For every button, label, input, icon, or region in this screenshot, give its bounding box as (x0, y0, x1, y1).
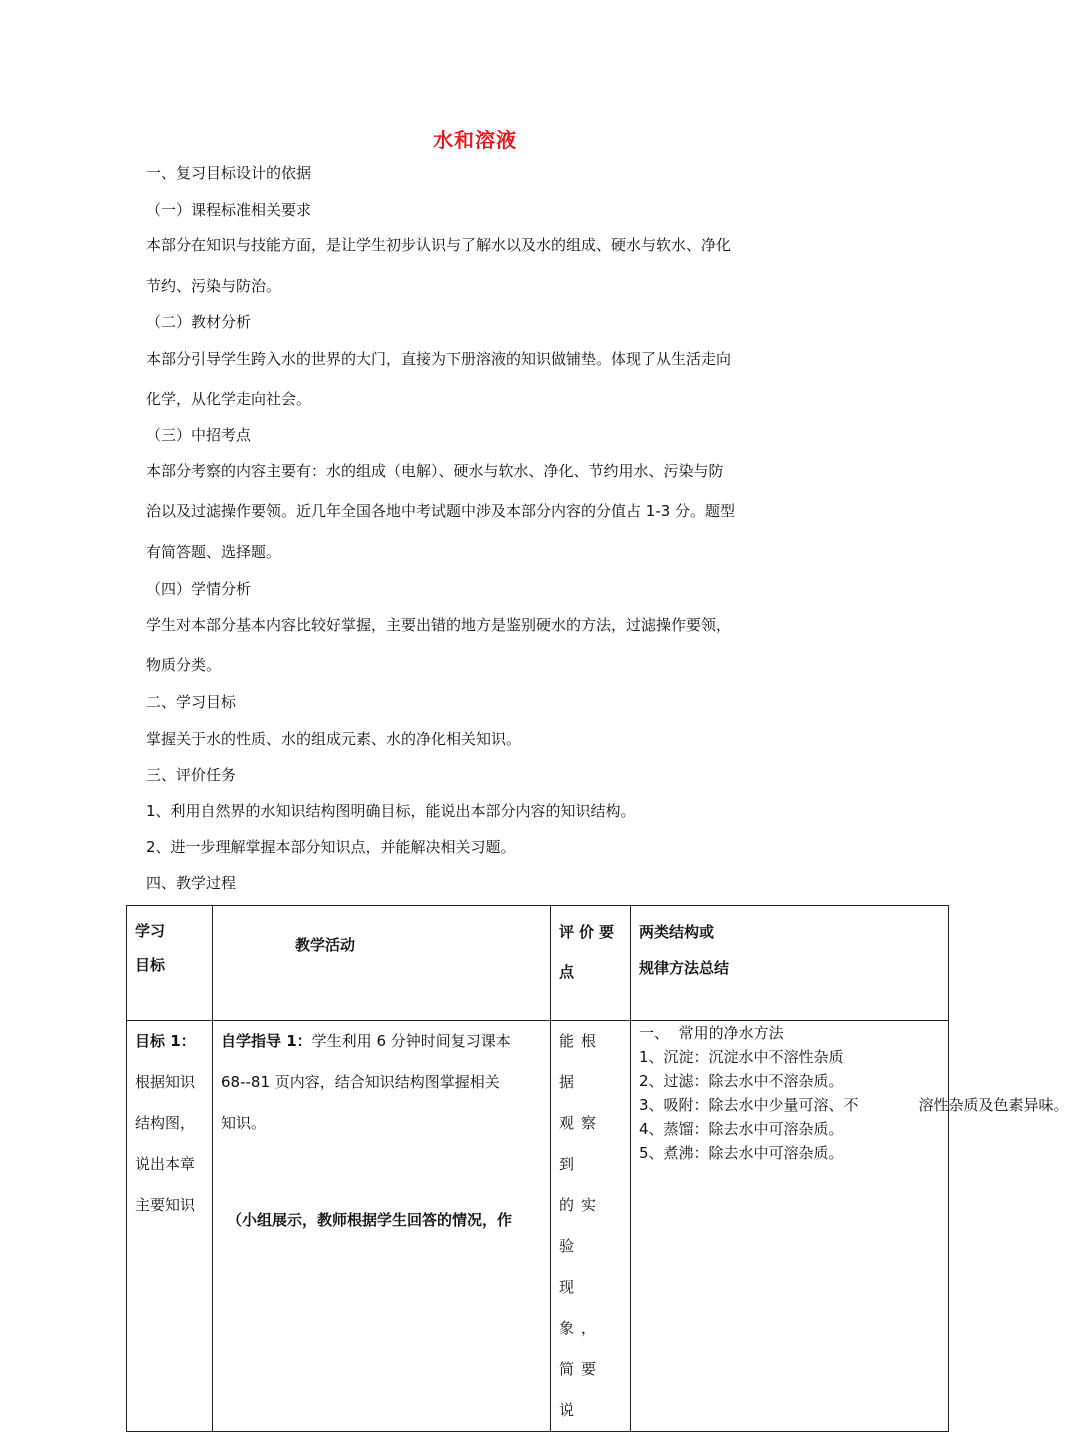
activity-cell (213, 1021, 551, 1432)
cell-text: 的实验 (559, 1196, 604, 1255)
section-heading: 一、复习目标设计的依据 (146, 164, 312, 182)
header-text: 教学活动 (295, 936, 356, 954)
paragraph-line: 本部分在知识与技能方面，是让学生初步认识与了解水以及水的组成、硬水与软水、净化 (146, 236, 732, 254)
header-cell-activity (213, 906, 551, 1021)
header-text: 两类结构或 (639, 923, 715, 941)
cell-text: 结构图， (135, 1114, 196, 1132)
subsection-heading: （四）学情分析 (146, 580, 252, 598)
cell-text: 主要知识 (135, 1196, 196, 1214)
cell-text: 目标 1： (135, 1032, 196, 1050)
evaluation-cell (551, 1021, 631, 1432)
table-header-row (127, 906, 949, 1021)
list-item: 1、沉淀：沉淀水中不溶性杂质 (639, 1048, 844, 1066)
header-text: 规律方法总结 (639, 959, 730, 977)
cell-text: 一、 (639, 1024, 670, 1042)
paragraph-line: 化学，从化学走向社会。 (146, 390, 312, 408)
cell-bold-text: 自学指导 1： (221, 1032, 312, 1050)
goal-cell (127, 1021, 213, 1432)
paragraph-line: 治以及过滤操作要领。近几年全国各地中考试题中涉及本部分内容的分值占 1-3 分。题型 (146, 502, 736, 520)
header-text: 评价要 (559, 923, 620, 941)
paragraph-line: 有简答题、选择题。 (146, 543, 282, 561)
list-item: 3、吸附：除去水中少量可溶、不 (639, 1096, 859, 1114)
cell-text: 学生利用 6 分钟时间复习课本 (311, 1032, 511, 1050)
table-row (127, 1021, 949, 1432)
cell-text: 根据知识 (135, 1073, 196, 1091)
cell-text: 现象， (559, 1278, 604, 1337)
header-text: 点 (559, 963, 580, 981)
list-item: 4、蒸馏：除去水中可溶杂质。 (639, 1120, 844, 1138)
header-cell-evaluation (551, 906, 631, 1021)
teaching-process-table (126, 905, 1069, 1432)
subsection-heading: （二）教材分析 (146, 313, 252, 331)
section-heading: 二、学习目标 (146, 693, 237, 711)
cell-bold-text: （小组展示，教师根据学生回答的情况，作 (227, 1211, 513, 1229)
cell-text: 简要说 (559, 1360, 604, 1419)
list-item: 2、过滤：除去水中不溶杂质。 (639, 1072, 844, 1090)
paragraph-line: 本部分考察的内容主要有：水的组成（电解）、硬水与软水、净化、节约用水、污染与防 (146, 462, 724, 480)
cell-text: 观察到 (559, 1114, 604, 1173)
paragraph-line: 本部分引导学生跨入水的世界的大门，直接为下册溶液的知识做铺垫。体现了从生活走向 (146, 350, 732, 368)
paragraph-line: 1、利用自然界的水知识结构图明确目标，能说出本部分内容的知识结构。 (146, 802, 636, 820)
subsection-heading: （一）课程标准相关要求 (146, 201, 312, 219)
header-cell-summary (631, 906, 949, 1021)
section-heading: 四、教学过程 (146, 874, 237, 892)
summary-cell (631, 1021, 1069, 1432)
header-text: 目标 (135, 956, 166, 974)
list-item: 5、煮沸：除去水中可溶杂质。 (639, 1144, 844, 1162)
cell-text: 知识。 (221, 1114, 267, 1132)
cell-text: 说出本章 (135, 1155, 196, 1173)
paragraph-line: 节约、污染与防治。 (146, 277, 282, 295)
cell-text: 能根据 (559, 1032, 604, 1091)
header-text: 学习 (135, 922, 166, 940)
paragraph-line: 物质分类。 (146, 656, 222, 674)
paragraph-line: 2、进一步理解掌握本部分知识点，并能解决相关习题。 (146, 838, 516, 856)
list-item: 溶性杂质及色素异味。 (918, 1096, 1069, 1114)
paragraph-line: 学生对本部分基本内容比较好掌握，主要出错的地方是鉴别硬水的方法，过滤操作要领， (146, 616, 732, 634)
subsection-heading: （三）中招考点 (146, 426, 252, 444)
paragraph-line: 掌握关于水的性质、水的组成元素、水的净化相关知识。 (146, 730, 522, 748)
cell-text: 常用的净水方法 (678, 1024, 784, 1042)
header-cell-goal (127, 906, 213, 1021)
cell-text: 68--81 页内容，结合知识结构图掌握相关 (221, 1073, 500, 1091)
section-heading: 三、评价任务 (146, 766, 237, 784)
document-title: 水和溶液 (433, 128, 517, 152)
